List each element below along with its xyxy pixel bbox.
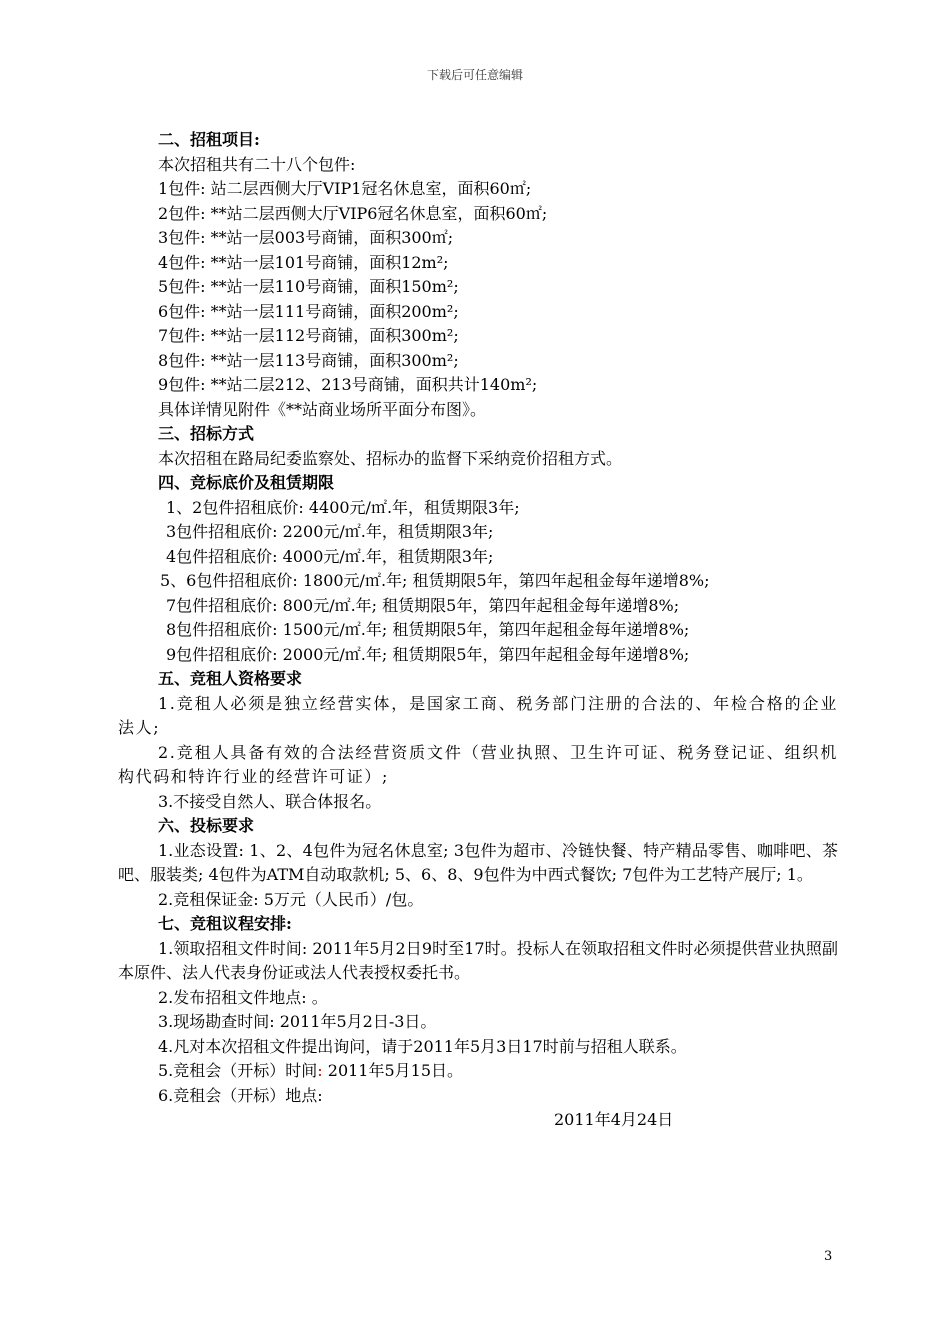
schedule-item: 4.凡对本次招租文件提出询问，请于2011年5月3日17时前与招租人联系。 (158, 1036, 687, 1056)
base-price-line: 8包件招租底价: 1500元/㎡.年; 租赁期限5年，第四年起租金每年递增8%; (166, 620, 690, 639)
section-heading-qualification: 五、竞租人资格要求 (158, 669, 303, 688)
schedule-item: 3.现场勘查时间: 2011年5月2日-3日。 (158, 1012, 437, 1031)
base-price-line: 4包件招租底价: 4000元/㎡.年，租赁期限3年; (166, 546, 494, 566)
document-body (118, 128, 838, 1133)
package-item: 3包件: **站一层003号商铺，面积300㎡; (158, 228, 454, 247)
package-item: 6包件: **站一层111号商铺，面积200m²; (158, 301, 459, 321)
rental-intro: 本次招租共有二十八个包件: (158, 154, 356, 174)
schedule-item: 2.发布招租文件地点: 。 (158, 987, 328, 1007)
business-format-paragraph: 1.业态设置: 1、2、4包件为冠名休息室; 3包件为超市、冷链快餐、特产精品零售、咖啡吧、茶吧、服装类; 4包件为ATM自动取款机; 5、6、8、9包件为中西式餐饮; 7包件为工艺特产展厅; 1。 (118, 840, 838, 884)
package-item: 2包件: **站二层西侧大厅VIP6冠名休息室，面积60㎡; (158, 203, 548, 223)
section-heading-bid-method: 三、招标方式 (158, 424, 255, 443)
base-price-line: 3包件招租底价: 2200元/㎡.年，租赁期限3年; (166, 522, 494, 541)
section-heading-schedule: 七、竞租议程安排: (158, 914, 292, 933)
attachment-note: 具体详情见附件《**站商业场所平面分布图》。 (158, 399, 487, 419)
base-price-line: 7包件招租底价: 800元/㎡.年; 租赁期限5年，第四年起租金每年递增8%; (166, 595, 680, 615)
section-heading-base-price: 四、竞标底价及租赁期限 (158, 473, 335, 492)
page-header: 下载后可任意编辑 (426, 68, 523, 82)
base-price-line: 5、6包件招租底价: 1800元/㎡.年; 租赁期限5年，第四年起租金每年递增8%; (160, 571, 710, 590)
section-heading-rental-items: 二、招租项目: (158, 130, 260, 149)
deposit-paragraph: 2.竞租保证金: 5万元（人民币）/包。 (158, 889, 424, 909)
package-item: 1包件: 站二层西侧大厅VIP1冠名休息室，面积60㎡; (158, 179, 532, 198)
opening-time-value: 2011年5月15日。 (322, 1061, 464, 1080)
package-item: 5包件: **站一层110号商铺，面积150m²; (158, 277, 459, 296)
package-item: 4包件: **站一层101号商铺，面积12m²; (158, 252, 449, 272)
bid-method-text: 本次招租在路局纪委监察处、招标办的监督下采纳竞价招租方式。 (158, 448, 623, 468)
page-number: 3 (824, 1249, 833, 1264)
document-date: 2011年4月24日 (554, 1110, 674, 1129)
section-heading-bid-requirements: 六、投标要求 (158, 816, 255, 835)
qualification-paragraph: 2.竞租人具备有效的合法经营资质文件（营业执照、卫生许可证、税务登记证、组织机构代码和特许行业的经营许可证）; (118, 742, 838, 786)
opening-time-label: 5.竞租会（开标）时间 (158, 1061, 318, 1080)
schedule-item: 1.领取招租文件时间: 2011年5月2日9时至17时。投标人在领取招租文件时必须提供营业执照副本原件、法人代表身份证或法人代表授权委托书。 (118, 938, 838, 982)
base-price-line: 1、2包件招租底价: 4400元/㎡.年，租赁期限3年; (166, 497, 520, 517)
qualification-paragraph: 1.竞租人必须是独立经营实体，是国家工商、税务部门注册的合法的、年检合格的企业法人; (118, 693, 838, 737)
qualification-paragraph: 3.不接受自然人、联合体报名。 (158, 791, 382, 811)
schedule-item: 6.竞租会（开标）地点: (158, 1085, 323, 1105)
schedule-item (118, 1059, 838, 1084)
package-item: 9包件: **站二层212、213号商铺，面积共计140m²; (158, 375, 538, 394)
opening-time-colon: : (317, 1061, 323, 1080)
package-item: 7包件: **站一层112号商铺，面积300m²; (158, 326, 459, 345)
base-price-line: 9包件招租底价: 2000元/㎡.年; 租赁期限5年，第四年起租金每年递增8%; (166, 644, 690, 664)
package-item: 8包件: **站一层113号商铺，面积300m²; (158, 350, 459, 370)
